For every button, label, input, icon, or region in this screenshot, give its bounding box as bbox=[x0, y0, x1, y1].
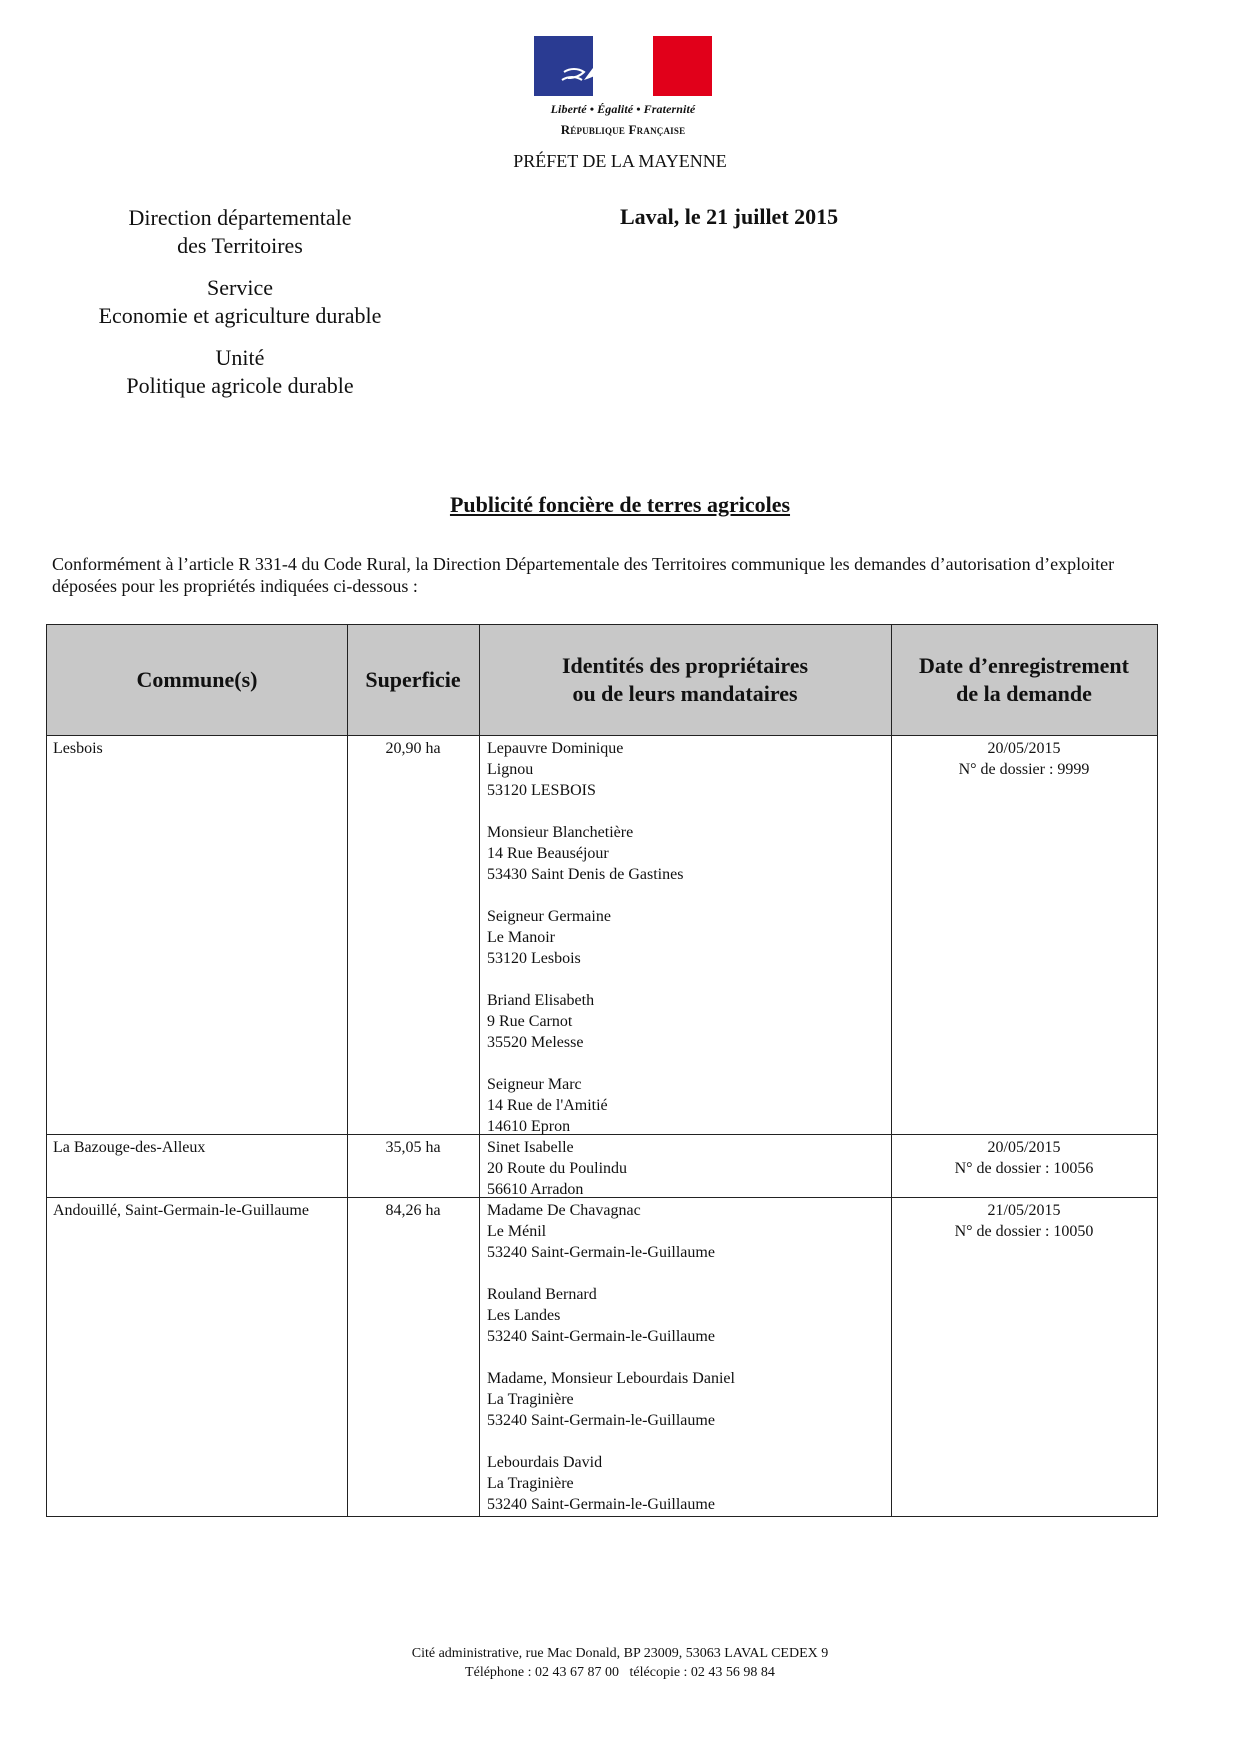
document-date: Laval, le 21 juillet 2015 bbox=[620, 204, 839, 229]
owner-entry: Rouland Bernard Les Landes 53240 Saint-Germain-le-Guillaume bbox=[487, 1286, 715, 1345]
owner-entry: Monsieur Blanchetière 14 Rue Beauséjour 53430 Saint Denis de Gastines bbox=[487, 824, 684, 883]
table-row-1-date bbox=[891, 738, 1157, 780]
table-row-2-owners bbox=[487, 1137, 887, 1200]
unite bbox=[70, 344, 410, 400]
demandes-table bbox=[46, 624, 1158, 1517]
table-row-3-date bbox=[891, 1200, 1157, 1242]
dossier-number: N° de dossier : 9999 bbox=[958, 761, 1090, 778]
owner-entry: Lepauvre Dominique Lignou 53120 LESBOIS bbox=[487, 740, 624, 799]
dossier-number: N° de dossier : 10050 bbox=[954, 1223, 1094, 1240]
prefet-heading: PRÉFET DE LA MAYENNE bbox=[513, 151, 727, 171]
header-superficie-label: Superficie bbox=[365, 667, 461, 692]
header-identites-line2: ou de leurs mandataires bbox=[572, 681, 798, 706]
row-divider bbox=[47, 735, 1157, 736]
service-block bbox=[70, 204, 410, 414]
table-row-2-commune: La Bazouge-des-Alleux bbox=[53, 1139, 206, 1156]
footer-address: Cité administrative, rue Mac Donald, BP 23009, 53063 LAVAL CEDEX 9 bbox=[411, 1646, 829, 1661]
table-row-1-commune: Lesbois bbox=[53, 740, 103, 757]
owner-entry: Lebourdais David La Traginière 53240 Saint-Germain-le-Guillaume bbox=[487, 1454, 715, 1513]
owner-entry: Seigneur Germaine Le Manoir 53120 Lesbois bbox=[487, 908, 611, 967]
footer bbox=[270, 1644, 970, 1682]
intro-paragraph: Conformément à l’article R 331-4 du Code Rural, la Direction Départementale des Territoires communique les demandes d’autorisation d’exploiter déposées pour les propriétés indiquées ci-dessous : bbox=[52, 554, 1115, 596]
service-line1: Service bbox=[207, 275, 273, 300]
owner-entry: Madame, Monsieur Lebourdais Daniel La Traginière 53240 Saint-Germain-le-Guillaume bbox=[487, 1370, 735, 1429]
direction-line2: des Territoires bbox=[177, 233, 303, 258]
republique-francaise-text: République Française bbox=[560, 122, 686, 137]
header-commune-label: Commune(s) bbox=[136, 667, 258, 692]
dossier-number: N° de dossier : 10056 bbox=[954, 1160, 1094, 1177]
motto-text: Liberté • Égalité • Fraternité bbox=[550, 102, 696, 116]
owner-entry: Briand Elisabeth 9 Rue Carnot 35520 Melesse bbox=[487, 992, 595, 1051]
service bbox=[70, 274, 410, 330]
header-date bbox=[891, 625, 1157, 735]
header-commune bbox=[47, 625, 347, 735]
table-row-2-date bbox=[891, 1137, 1157, 1179]
table-row-3-superficie: 84,26 ha bbox=[385, 1202, 441, 1219]
table-row-3-owners bbox=[487, 1200, 887, 1515]
registration-date: 20/05/2015 bbox=[987, 1139, 1061, 1156]
marianne-icon bbox=[534, 36, 712, 96]
service-line2: Economie et agriculture durable bbox=[98, 303, 382, 328]
document-title: Publicité foncière de terres agricoles bbox=[449, 492, 791, 517]
table-row-1-superficie: 20,90 ha bbox=[385, 740, 441, 757]
table-row-1-owners bbox=[487, 738, 887, 1137]
header-identites-line1: Identités des propriétaires bbox=[561, 653, 809, 678]
unite-line1: Unité bbox=[215, 345, 265, 370]
header-identites bbox=[479, 625, 891, 735]
direction bbox=[70, 204, 410, 260]
header-date-line2: de la demande bbox=[956, 681, 1092, 706]
header-date-line1: Date d’enregistrement bbox=[919, 653, 1129, 678]
column-divider bbox=[479, 625, 480, 1516]
unite-line2: Politique agricole durable bbox=[126, 373, 354, 398]
owner-entry: Sinet Isabelle 20 Route du Poulindu 56610 Arradon bbox=[487, 1139, 628, 1198]
header-superficie bbox=[347, 625, 479, 735]
republique-francaise-logo bbox=[534, 36, 712, 144]
registration-date: 20/05/2015 bbox=[987, 740, 1061, 757]
table-row-3-commune: Andouillé, Saint-Germain-le-Guillaume bbox=[53, 1202, 309, 1219]
owner-entry: Seigneur Marc 14 Rue de l'Amitié 14610 Epron bbox=[487, 1076, 608, 1135]
table-row-2-superficie: 35,05 ha bbox=[385, 1139, 441, 1156]
footer-phone: Téléphone : 02 43 67 87 00 télécopie : 02 43 56 98 84 bbox=[465, 1665, 775, 1680]
direction-line1: Direction départementale bbox=[128, 205, 352, 230]
owner-entry: Madame De Chavagnac Le Ménil 53240 Saint-Germain-le-Guillaume bbox=[487, 1202, 715, 1261]
registration-date: 21/05/2015 bbox=[987, 1202, 1061, 1219]
